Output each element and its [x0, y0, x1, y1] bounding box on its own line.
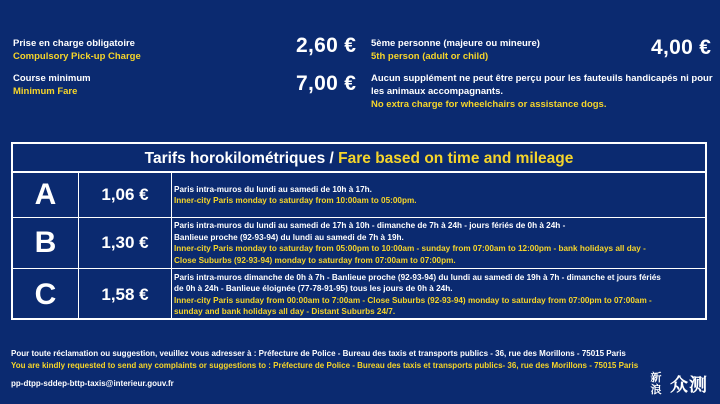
- tariff-table: [11, 142, 707, 320]
- tariff-desc-en: Inner-city Paris monday to saturday from 10:00am to 05:00pm.: [174, 196, 417, 205]
- tariff-description: [172, 173, 705, 217]
- minimum-fare-label: [13, 72, 91, 98]
- tariff-price: 1,30 €: [79, 218, 172, 268]
- pickup-label-en: Compulsory Pick-up Charge: [13, 51, 141, 62]
- tariff-desc-fr: de 0h à 24h - Banlieue éloignée (77-78-91-95) tous les jours de 0h à 24h.: [174, 284, 453, 293]
- tariff-letter: A: [13, 173, 79, 217]
- complaints-footer: [11, 348, 638, 390]
- tariff-price: 1,58 €: [79, 269, 172, 320]
- fifth-person-label-en: 5th person (adult or child): [371, 51, 489, 62]
- watermark: [646, 370, 708, 398]
- footer-fr: Pour toute réclamation ou suggestion, veuillez vous adresser à : Préfecture de Police - Bureau des taxis et transports publics - 36, rue des Morillons - 75015 Paris: [11, 349, 626, 358]
- tariff-desc-en: Inner-city Paris sunday from 00:00am to 7:00am - Close Suburbs (92-93-94) monday to saturday from 07:00pm to 07:00am -: [174, 295, 652, 305]
- minimum-label-fr: Course minimum: [13, 73, 91, 84]
- tariff-title-en: Fare based on time and mileage: [338, 150, 574, 167]
- tariff-desc-fr: Banlieue proche (92-93-94) du lundi au samedi de 7h à 19h.: [174, 232, 404, 242]
- pickup-price: 2,60 €: [296, 34, 357, 57]
- pickup-label-fr: Prise en charge obligatoire: [13, 38, 135, 49]
- fifth-person-price: 4,00 €: [651, 36, 712, 59]
- tariff-price: 1,06 €: [79, 173, 172, 217]
- tariff-letter: B: [13, 218, 79, 268]
- tariff-desc-en: Close Suburbs (92-93-94) monday to saturday from 07:00am to 07:00pm.: [174, 255, 456, 265]
- tariff-row-a: [13, 173, 705, 217]
- watermark-logo-bottom: 浪: [650, 384, 662, 396]
- wheelchair-note-en: No extra charge for wheelchairs or assistance dogs.: [371, 99, 607, 110]
- wheelchair-note-fr-2: les animaux accompagnants.: [371, 86, 503, 97]
- tariff-title-fr: Tarifs horokilométriques /: [144, 150, 334, 167]
- footer-email: pp-dtpp-sddep-bttp-taxis@interieur.gouv.fr: [11, 379, 174, 388]
- tariff-desc-en: sunday and bank holidays all day - Distant Suburbs 24/7.: [174, 307, 396, 316]
- watermark-text: 众测: [670, 375, 708, 395]
- wheelchair-note-fr-1: Aucun supplément ne peut être perçu pour les fauteuils handicapés ni pour: [371, 73, 713, 84]
- tariff-description: [172, 218, 705, 268]
- tariff-row-b: [13, 217, 705, 268]
- tariff-letter: C: [13, 269, 79, 320]
- watermark-logo: [646, 370, 666, 398]
- tariff-desc-fr: Paris intra-muros du lundi au samedi de 10h à 17h.: [174, 184, 372, 194]
- footer-en: You are kindly requested to send any complaints or suggestions to : Préfecture de Police - Bureau des taxis et transports publics- 36, rue des Morillons - 75015 Paris: [11, 360, 639, 370]
- tariff-title: [13, 144, 705, 173]
- minimum-label-en: Minimum Fare: [13, 86, 78, 97]
- fifth-person-label-fr: 5ème personne (majeure ou mineure): [371, 38, 540, 49]
- watermark-logo-top: 新: [650, 372, 662, 384]
- pickup-fee-label: [13, 37, 141, 63]
- tariff-description: [172, 269, 705, 320]
- fifth-person-label: [371, 37, 540, 63]
- wheelchair-note: [371, 72, 713, 111]
- tariff-desc-en: Inner-city Paris monday to saturday from 05:00pm to 10:00am - sunday from 07:00am to 12:00pm - bank holidays all day -: [174, 244, 646, 253]
- minimum-price: 7,00 €: [296, 72, 357, 95]
- tariff-desc-fr: Paris intra-muros du lundi au samedi de 17h à 10h - dimanche de 7h à 24h - jours fériés de 0h à 24h -: [174, 221, 566, 230]
- tariff-desc-fr: Paris intra-muros dimanche de 0h à 7h - Banlieue proche (92-93-94) du lundi au samedi de 19h à 7h - dimanche et jours fériés: [174, 272, 661, 282]
- tariff-row-c: [13, 268, 705, 320]
